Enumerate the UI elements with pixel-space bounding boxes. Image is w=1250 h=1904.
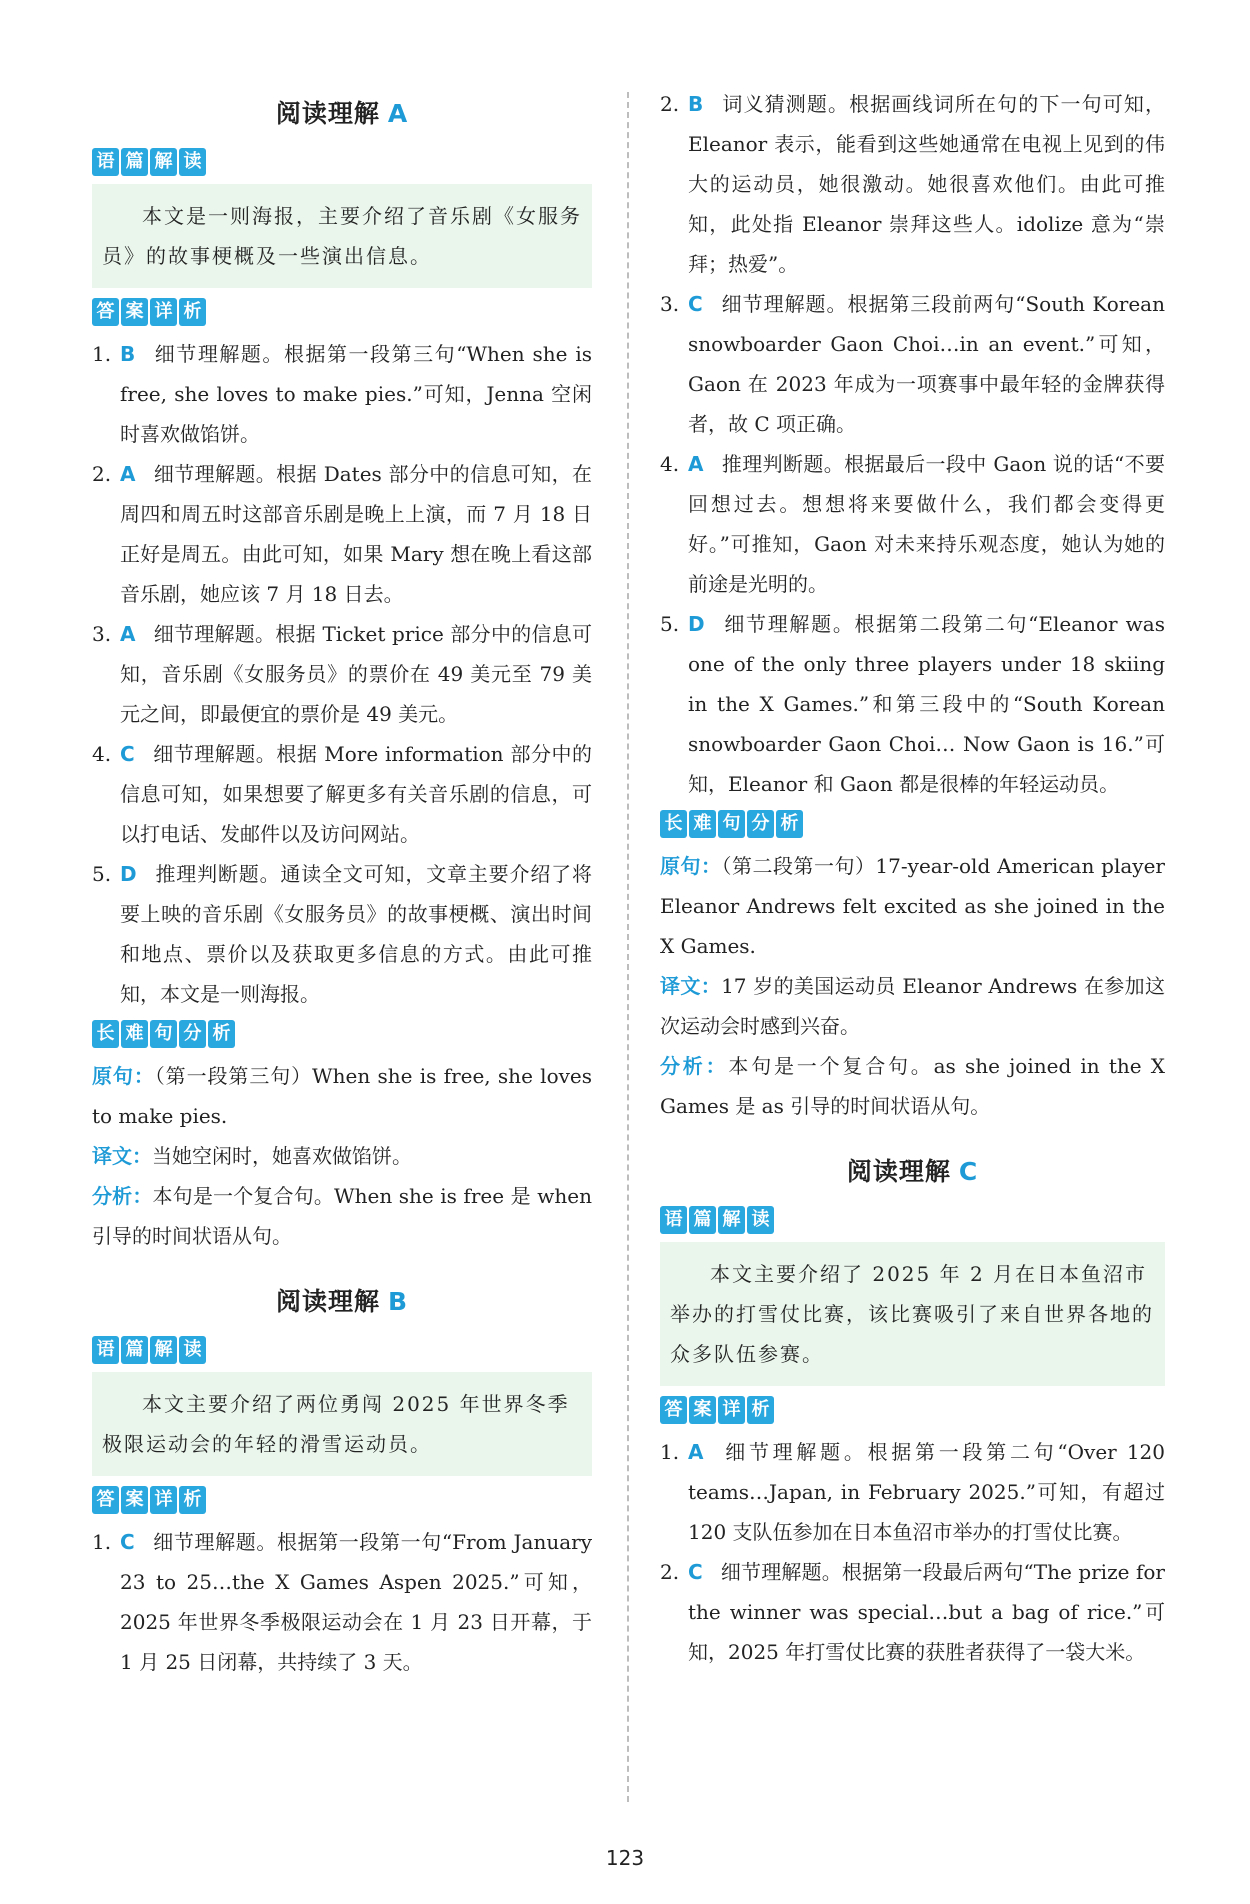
answer-text: 推理判断题。通读全文可知，文章主要介绍了将要上映的音乐剧《女服务员》的故事梗概、演出时间和地点、票价以及获取更多信息的方式。由此可推知，本文是一则海报。: [120, 862, 592, 1006]
original-label: 原句：: [660, 854, 722, 878]
answer-item: [660, 444, 1165, 604]
answer-item: [92, 334, 592, 454]
answer-letter: A: [120, 462, 136, 486]
section-c-title: [660, 1152, 1165, 1188]
answer-item: [660, 1552, 1165, 1672]
original-label: 原句：: [92, 1064, 155, 1088]
translation-label: 译文：: [660, 974, 722, 998]
answer-number: 5.: [660, 612, 680, 636]
answer-number: 5.: [92, 862, 112, 886]
answer-text: 细节理解题。根据第二段第二句“Eleanor was one of the only three players under 18 skiing in the X Games.”和第三段中的“South Korean snowboarder Gaon Choi… Now Gaon is 16.”可知，Eleanor 和 Gaon 都是很棒的年轻运动员。: [688, 612, 1165, 796]
answer-text: 细节理解题。根据第一段第二句“Over 120 teams…Japan, in February 2025.”可知，有超过 120 支队伍参加在日本鱼沼市举办的打雪仗比赛。: [688, 1440, 1165, 1544]
changnanju-fenxi-label: [92, 1020, 592, 1048]
original-text: （第二段第一句）17-year-old American player Eleanor Andrews felt excited as she joined in the X Games.: [660, 854, 1165, 958]
tag-char: 难: [121, 1020, 148, 1048]
tag-char: 案: [689, 1396, 716, 1424]
answer-text: 细节理解题。根据第一段最后两句“The prize for the winner was special…but a bag of rice.”可知，2025 年打雪仗比赛的获胜者获得了一袋大米。: [688, 1560, 1165, 1664]
answer-text: 推理判断题。根据最后一段中 Gaon 说的话“不要回想过去。想想将来要做什么，我们都会变得更好。”可推知，Gaon 对未来持乐观态度，她认为她的前途是光明的。: [688, 452, 1165, 596]
answer-letter: A: [120, 622, 136, 646]
tag-char: 析: [747, 1396, 774, 1424]
tag-char: 语: [92, 1336, 119, 1364]
tag-char: 难: [689, 810, 716, 838]
translation-text: 17 岁的美国运动员 Eleanor Andrews 在参加这次运动会时感到兴奋。: [660, 974, 1166, 1038]
section-b-title-text: 阅读理解: [275, 1287, 380, 1316]
answer-item: [660, 604, 1165, 804]
answer-item: [92, 1522, 592, 1682]
analysis-text: 本句是一个复合句。as she joined in the X Games 是 as 引导的时间状语从句。: [660, 1054, 1165, 1118]
section-b-letter: B: [387, 1287, 409, 1316]
tag-char: 案: [121, 1486, 148, 1514]
tag-char: 句: [150, 1020, 177, 1048]
tag-char: 解: [718, 1206, 745, 1234]
tag-char: 语: [660, 1206, 687, 1234]
answer-letter: C: [120, 742, 135, 766]
answer-number: 4.: [660, 452, 680, 476]
tag-char: 详: [150, 298, 177, 326]
daan-xiangxi-label: [92, 1486, 592, 1514]
tag-char: 析: [776, 810, 803, 838]
answer-number: 1.: [92, 1530, 112, 1554]
section-b-summary: 本文主要介绍了两位勇闯 2025 年世界冬季极限运动会的年轻的滑雪运动员。: [92, 1372, 592, 1476]
answer-number: 1.: [660, 1440, 680, 1464]
section-a-title-text: 阅读理解: [275, 99, 380, 128]
answer-text: 细节理解题。根据 Ticket price 部分中的信息可知，音乐剧《女服务员》的票价在 49 美元至 79 美元之间，即最便宜的票价是 49 美元。: [120, 622, 592, 726]
tag-char: 答: [92, 1486, 119, 1514]
answer-letter: A: [688, 452, 704, 476]
section-a-title: [92, 94, 592, 130]
answer-number: 2.: [660, 1560, 680, 1584]
analysis: [660, 1046, 1165, 1126]
answer-letter: C: [688, 1560, 703, 1584]
tag-char: 读: [179, 148, 206, 176]
answer-letter: D: [120, 862, 137, 886]
answer-text: 细节理解题。根据第一段第三句“When she is free, she loves to make pies.”可知，Jenna 空闲时喜欢做馅饼。: [120, 342, 592, 446]
answer-letter: B: [688, 92, 704, 116]
section-c-summary: 本文主要介绍了 2025 年 2 月在日本鱼沼市举办的打雪仗比赛，该比赛吸引了来自世界各地的众多队伍参赛。: [660, 1242, 1165, 1386]
answer-text: 细节理解题。根据第三段前两句“South Korean snowboarder Gaon Choi…in an event.”可知，Gaon 在 2023 年成为一项赛事中最年轻的金牌获得者，故 C 项正确。: [688, 292, 1165, 436]
tag-char: 析: [208, 1020, 235, 1048]
tag-char: 句: [718, 810, 745, 838]
section-c-title-text: 阅读理解: [846, 1157, 951, 1186]
left-column: [92, 80, 592, 1682]
changnanju-fenxi-label: [660, 810, 1165, 838]
answer-letter: D: [688, 612, 705, 636]
answer-item: [92, 734, 592, 854]
answer-number: 1.: [92, 342, 112, 366]
answer-text: 词义猜测题。根据画线词所在句的下一句可知，Eleanor 表示，能看到这些她通常在电视上见到的伟大的运动员，她很激动。她很喜欢他们。由此可推知，此处指 Eleanor 崇拜这些人。idolize 意为“崇拜；热爱”。: [688, 92, 1165, 276]
answer-item: [660, 284, 1165, 444]
section-a-summary: 本文是一则海报，主要介绍了音乐剧《女服务员》的故事梗概及一些演出信息。: [92, 184, 592, 288]
tag-char: 解: [150, 1336, 177, 1364]
column-divider: [627, 92, 629, 1802]
yupian-jiedu-label: [92, 148, 592, 176]
translation-label: 译文：: [92, 1144, 152, 1168]
translation: [660, 966, 1165, 1046]
answer-letter: C: [120, 1530, 135, 1554]
tag-char: 解: [150, 148, 177, 176]
tag-char: 长: [92, 1020, 119, 1048]
yupian-jiedu-label: [660, 1206, 1165, 1234]
tag-char: 读: [747, 1206, 774, 1234]
translation-text: 当她空闲时，她喜欢做馅饼。: [152, 1144, 412, 1168]
analysis: [92, 1176, 592, 1256]
answer-letter: B: [120, 342, 136, 366]
tag-char: 析: [179, 298, 206, 326]
yupian-jiedu-label: [92, 1336, 592, 1364]
daan-xiangxi-label: [660, 1396, 1165, 1424]
answer-item: [92, 854, 592, 1014]
original-text: （第一段第三句）When she is free, she loves to make pies.: [92, 1064, 593, 1128]
daan-xiangxi-label: [92, 298, 592, 326]
original-sentence: [92, 1056, 592, 1136]
tag-char: 篇: [121, 148, 148, 176]
answer-number: 2.: [92, 462, 112, 486]
right-column: [660, 84, 1165, 1672]
tag-char: 答: [660, 1396, 687, 1424]
tag-char: 分: [747, 810, 774, 838]
tag-char: 篇: [689, 1206, 716, 1234]
page-number: 123: [605, 1846, 645, 1870]
answer-number: 4.: [92, 742, 112, 766]
tag-char: 答: [92, 298, 119, 326]
answer-item: [92, 454, 592, 614]
tag-char: 详: [150, 1486, 177, 1514]
answer-item: [92, 614, 592, 734]
answer-text: 细节理解题。根据 Dates 部分中的信息可知，在周四和周五时这部音乐剧是晚上上演，而 7 月 18 日正好是周五。由此可知，如果 Mary 想在晚上看这部音乐剧，她应该 7 月 18 日去。: [120, 462, 592, 606]
tag-char: 语: [92, 148, 119, 176]
analysis-label: 分析：: [92, 1184, 153, 1208]
answer-text: 细节理解题。根据 More information 部分中的信息可知，如果想要了解更多有关音乐剧的信息，可以打电话、发邮件以及访问网站。: [120, 742, 592, 846]
answer-number: 3.: [92, 622, 112, 646]
answer-text: 细节理解题。根据第一段第一句“From January 23 to 25…the X Games Aspen 2025.”可知，2025 年世界冬季极限运动会在 1 月 23 日开幕，于 1 月 25 日闭幕，共持续了 3 天。: [120, 1530, 592, 1674]
answer-letter: C: [688, 292, 703, 316]
tag-char: 析: [179, 1486, 206, 1514]
original-sentence: [660, 846, 1165, 966]
tag-char: 读: [179, 1336, 206, 1364]
section-c-letter: C: [958, 1157, 979, 1186]
analysis-label: 分析：: [660, 1054, 729, 1078]
answer-letter: A: [688, 1440, 704, 1464]
answer-number: 3.: [660, 292, 680, 316]
tag-char: 篇: [121, 1336, 148, 1364]
answer-number: 2.: [660, 92, 680, 116]
answer-item: [660, 1432, 1165, 1552]
section-b-title: [92, 1282, 592, 1318]
tag-char: 详: [718, 1396, 745, 1424]
tag-char: 案: [121, 298, 148, 326]
tag-char: 长: [660, 810, 687, 838]
translation: [92, 1136, 592, 1176]
answer-item: [660, 84, 1165, 284]
tag-char: 分: [179, 1020, 206, 1048]
analysis-text: 本句是一个复合句。When she is free 是 when 引导的时间状语从句。: [92, 1184, 593, 1248]
section-a-letter: A: [387, 99, 409, 128]
